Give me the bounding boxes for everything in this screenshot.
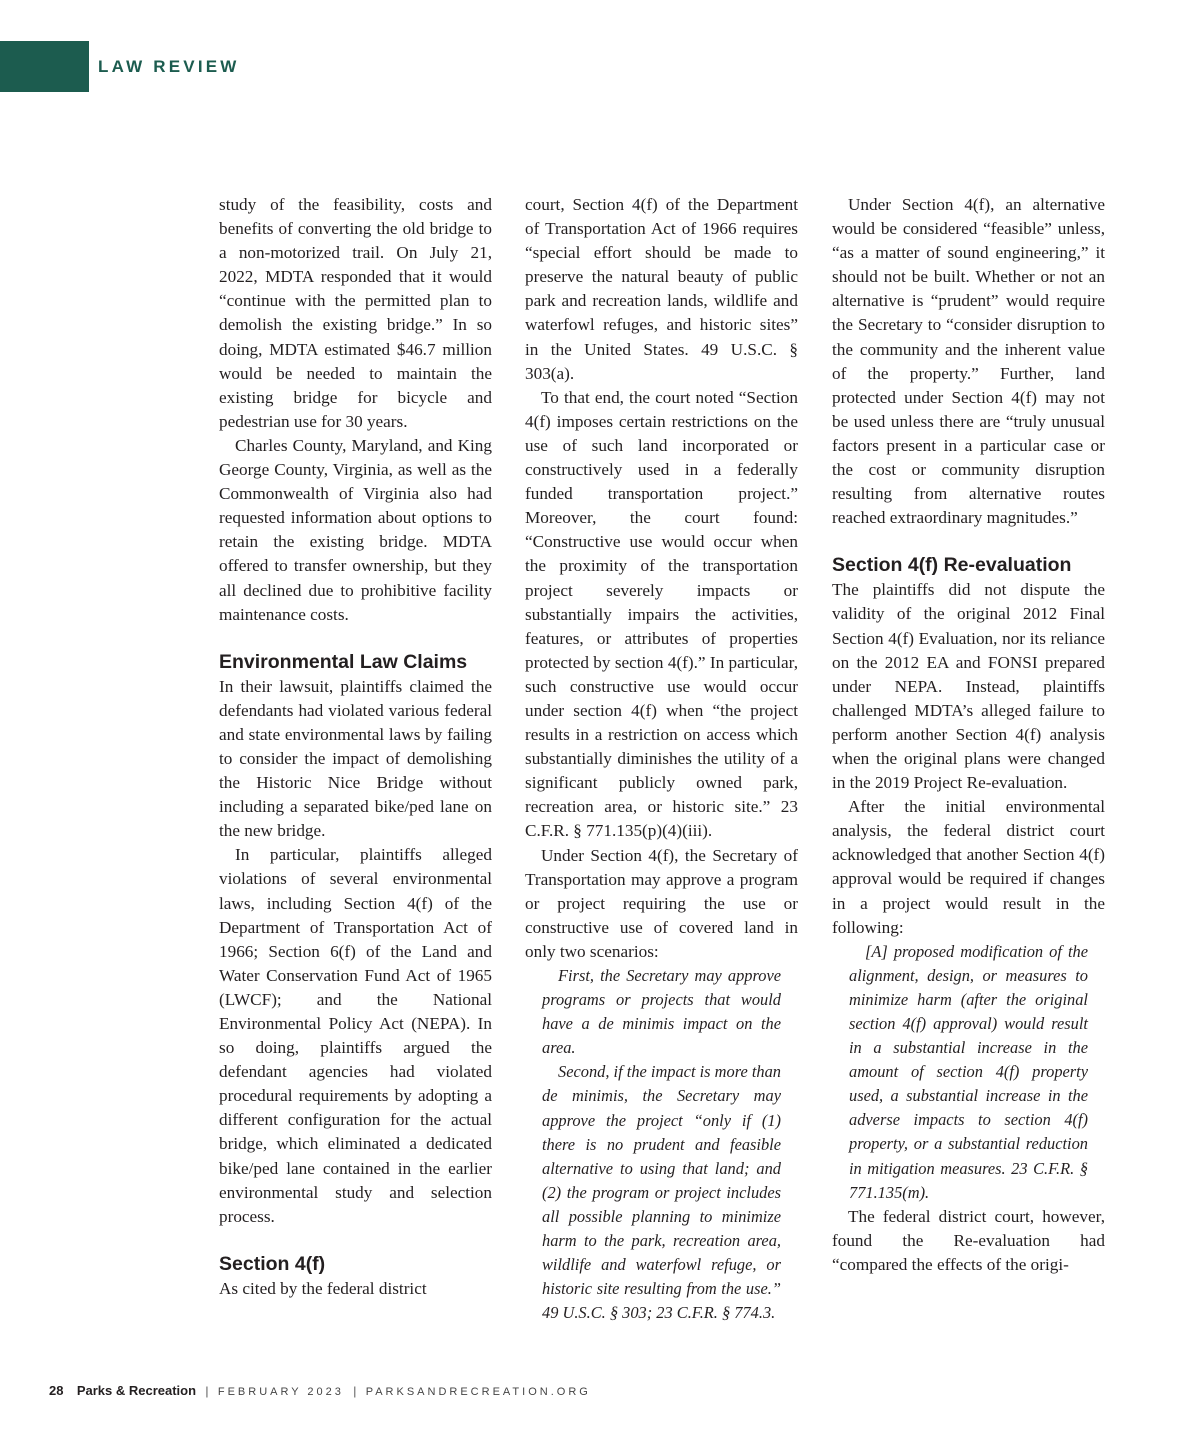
paragraph: Under Section 4(f), an alternative would be considered “feasible” unless, “as a matter of sound engineering,” it should not be built. Whether or not an alternative is “prudent” would require the Secretary to “consider disruption to the community and the inherent value of the property.” Further, land protected under Section 4(f) may not be used unless there are “truly unusual factors present in a particular case or the cost or community disruption resulting from alternative routes reached extraordinary magnitudes.” xyxy=(832,195,1105,528)
paragraph: The plaintiffs did not dispute the validity of the original 2012 Final Section 4(f) Evaluation, nor its reliance on the 2012 EA and FONSI prepared under NEPA. Instead, plaintiffs challenged MDTA’s alleged failure to perform another Section 4(f) analysis when the original plans were changed in the 2019 Project Re-evaluation. xyxy=(832,580,1105,793)
paragraph: After the initial environmental analysis, the federal district court acknowledged that another Section 4(f) approval would be required if changes in a project would result in the following: xyxy=(832,797,1105,937)
text-column-2 xyxy=(525,193,798,1325)
section-color-block xyxy=(0,41,89,92)
footer-separator: | xyxy=(205,1384,209,1398)
paragraph: Charles County, Maryland, and King George County, Virginia, as well as the Commonwealth of Virginia also had requested information about options to retain the existing bridge. MDTA offered to transfer ownership, but they all declined due to prohibitive facility maintenance costs. xyxy=(219,435,492,624)
magazine-title: Parks & Recreation xyxy=(76,1383,197,1398)
page-number: 28 xyxy=(49,1383,64,1398)
paragraph: The federal district court, however, found the Re-evaluation had “compared the effects of the origi- xyxy=(832,1206,1105,1274)
page-footer xyxy=(49,1383,591,1398)
text-column-3 xyxy=(832,193,1105,1277)
quote-paragraph: Second, if the impact is more than de minimis, the Secretary may approve the project “only if (1) there is no prudent and feasible alternative to using that land; and (2) the program or project includes all possible planning to minimize harm to the park, recreation area, wildlife and waterfowl refuge, or historic site resulting from the use.” 49 U.S.C. § 303; 23 C.F.R. § 774.3. xyxy=(542,1062,781,1323)
paragraph: As cited by the federal district xyxy=(219,1278,427,1298)
text-column-1 xyxy=(219,193,492,1301)
paragraph: Under Section 4(f), the Secretary of Transportation may approve a program or project requiring the use or constructive use of covered land in only two scenarios: xyxy=(525,845,798,961)
footer-separator: | xyxy=(353,1384,357,1398)
paragraph: To that end, the court noted “Section 4(f) imposes certain restrictions on the use of such land incorporated or constructively used in a federally funded transportation project.” Moreover, the court found: “Constructive use would occur when the proximity of the transportation project severely impacts or substantially impairs the activities, features, or attributes of properties protected by section 4(f).” In particular, such constructive use would occur under section 4(f) when “the project results in a restriction on access which substantially diminishes the utility of a significant publicly owned park, recreation area, or historic site.” 23 C.F.R. § 771.135(p)(4)(iii). xyxy=(525,387,798,841)
section-label: LAW REVIEW xyxy=(98,56,240,76)
block-quote xyxy=(525,964,798,1325)
section-header xyxy=(0,41,240,92)
paragraph: In particular, plaintiffs alleged violations of several environmental laws, including Section 4(f) of the Department of Transportation Act of 1966; Section 6(f) of the Land and Water Conservation Fund Act of 1965 (LWCF); and the National Environmental Policy Act (NEPA). In so doing, plaintiffs argued the defendant agencies had violated procedural requirements by adopting a different configuration for the actual bridge, which eliminated a dedicated bike/ped lane contained in the earlier environmental study and selection process. xyxy=(219,845,492,1226)
issue-date: FEBRUARY 2023 xyxy=(217,1386,344,1398)
subheading-section-4f: Section 4(f) xyxy=(219,1252,326,1275)
paragraph: study of the feasibility, costs and benefits of converting the old bridge to a non-motorized trail. On July 21, 2022, MDTA responded that it would “continue with the permitted plan to demolish the existing bridge.” In so doing, MDTA estimated $46.7 million would be needed to maintain the existing bridge for bicycle and pedestrian use for 30 years. xyxy=(219,195,492,431)
quote-paragraph: [A] proposed modification of the alignment, design, or measures to minimize harm (after the original section 4(f) approval) would result in a substantial increase in the amount of section 4(f) property used, a substantial increase in the adverse impacts to section 4(f) property, or a substantial reduction in mitigation measures. 23 C.F.R. § 771.135(m). xyxy=(849,941,1088,1202)
subheading-section-4f-re-evaluation: Section 4(f) Re-evaluation xyxy=(832,554,1072,577)
website-url: PARKSANDRECREATION.ORG xyxy=(365,1386,591,1398)
block-quote xyxy=(832,940,1105,1205)
quote-paragraph: First, the Secretary may approve programs or projects that would have a de minimis impact on the area. xyxy=(542,966,781,1058)
paragraph: In their lawsuit, plaintiffs claimed the defendants had violated various federal and state environmental laws by failing to consider the impact of demolishing the Historic Nice Bridge without including a separated bike/ped lane on the new bridge. xyxy=(219,676,492,841)
paragraph: court, Section 4(f) of the Department of Transportation Act of 1966 requires “special effort should be made to preserve the natural beauty of public park and recreation lands, wildlife and waterfowl refuges, and historic sites” in the United States. 49 U.S.C. § 303(a). xyxy=(525,195,798,383)
subheading-environmental-law-claims: Environmental Law Claims xyxy=(219,650,468,673)
